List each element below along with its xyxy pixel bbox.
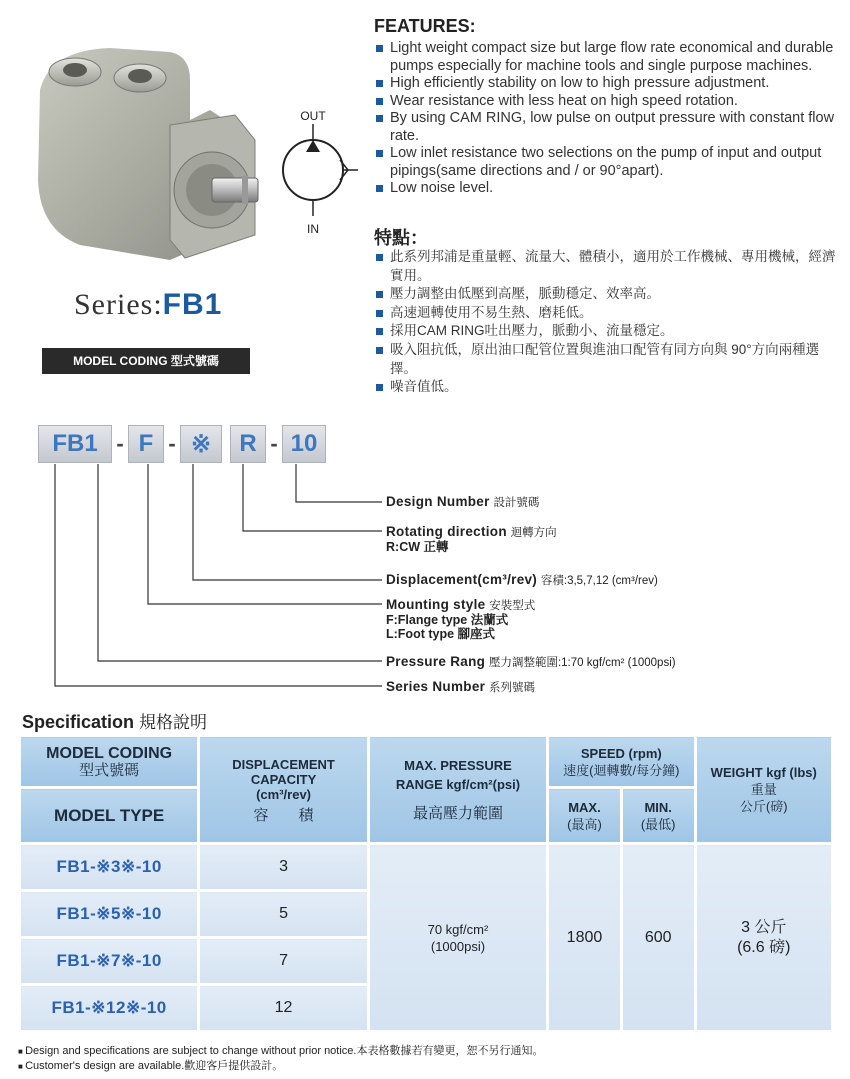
- model-type-cell: FB1-※3※-10: [20, 844, 199, 891]
- code-mount-box: F: [128, 425, 164, 463]
- code-design-box: 10: [282, 425, 326, 463]
- feature-zh-item: 此系列邦浦是重量輕、流量大、體積小，適用於工作機械、專用機械，經濟實用。: [374, 248, 844, 285]
- feature-item: Low inlet resistance two selections on the pump of input and output pipings(same directions and / or 90°apart).: [374, 145, 844, 180]
- callout-mounting: Mounting style 安裝型式 F:Flange type 法蘭式 L:Foot type 腳座式: [386, 597, 536, 641]
- series-prefix: Series:: [74, 288, 163, 321]
- header-speed-max: MAX. (最高): [548, 788, 622, 844]
- header-model-type: MODEL TYPE: [20, 788, 199, 844]
- callout-design: Design Number 設計號碼: [386, 494, 540, 509]
- header-speed-min: MIN. (最低): [621, 788, 695, 844]
- spec-title: Specification 規格說明: [22, 712, 208, 732]
- callout-series: Series Number 系列號碼: [386, 679, 535, 694]
- model-type-cell: FB1-※12※-10: [20, 985, 199, 1032]
- pressure-cell: 70 kgf/cm² (1000psi): [368, 844, 547, 1032]
- model-type-cell: FB1-※7※-10: [20, 938, 199, 985]
- note-item: ■ Customer's design are available.歡迎客戶提供設計。: [18, 1059, 543, 1074]
- feature-item: Wear resistance with less heat on high speed rotation.: [374, 93, 844, 111]
- model-type-cell: FB1-※5※-10: [20, 891, 199, 938]
- speed-max-cell: 1800: [548, 844, 622, 1032]
- spec-table: [18, 734, 834, 1033]
- displacement-cell: 12: [199, 985, 369, 1032]
- code-dash: -: [116, 431, 124, 456]
- weight-cell: 3 公斤 (6.6 磅): [695, 844, 832, 1032]
- callout-pressure: Pressure Rang 壓力調整範圍:1:70 kgf/cm² (1000psi): [386, 654, 676, 669]
- header-pressure: MAX. PRESSURE RANGE kgf/cm²(psi) 最高壓力範圍: [368, 736, 547, 844]
- model-coding-bar: MODEL CODING 型式號碼: [42, 348, 250, 374]
- symbol-in-label: IN: [307, 222, 319, 236]
- callout-displacement: Displacement(cm³/rev) 容積:3,5,7,12 (cm³/rev): [386, 572, 658, 587]
- feature-zh-item: 採用CAM RING吐出壓力，脈動小、流量穩定。: [374, 322, 844, 341]
- feature-item: Light weight compact size but large flow rate economical and durable pumps especially for machine tools and single purpose machines.: [374, 40, 844, 75]
- feature-zh-item: 高速迴轉使用不易生熱、磨耗低。: [374, 304, 844, 323]
- header-weight: WEIGHT kgf (lbs) 重量 公斤(磅): [695, 736, 832, 844]
- code-disp-box: ※: [180, 425, 222, 463]
- code-series-box: FB1: [38, 425, 112, 463]
- features-title: FEATURES:: [374, 16, 476, 36]
- header-speed: SPEED (rpm) 速度(迴轉數/每分鐘): [548, 736, 695, 788]
- callout-rotation: Rotating direction 迴轉方向 R:CW 正轉: [386, 524, 557, 554]
- code-rot-box: R: [230, 425, 266, 463]
- feature-item: High efficiently stability on low to high pressure adjustment.: [374, 75, 844, 93]
- displacement-cell: 5: [199, 891, 369, 938]
- speed-min-cell: 600: [621, 844, 695, 1032]
- header-model-coding: MODEL CODING 型式號碼: [20, 736, 199, 788]
- symbol-out-label: OUT: [300, 109, 326, 123]
- code-dash: -: [270, 431, 278, 456]
- features-zh-title: 特點：: [374, 228, 428, 248]
- displacement-cell: 3: [199, 844, 369, 891]
- displacement-cell: 7: [199, 938, 369, 985]
- footnotes: [18, 1044, 543, 1074]
- feature-item: By using CAM RING, low pulse on output pressure with constant flow rate.: [374, 110, 844, 145]
- feature-item: Low noise level.: [374, 180, 844, 198]
- header-displacement: DISPLACEMENT CAPACITY (cm³/rev) 容 積: [199, 736, 369, 844]
- code-dash: -: [168, 431, 176, 456]
- feature-zh-item: 壓力調整由低壓到高壓，脈動穩定、效率高。: [374, 285, 844, 304]
- series-name: FB1: [162, 288, 223, 321]
- feature-zh-item: 噪音值低。: [374, 378, 844, 397]
- feature-zh-item: 吸入阻抗低，原出油口配管位置與進油口配管有同方向與 90°方向兩種選擇。: [374, 341, 844, 378]
- note-item: ■ Design and specifications are subject to change without prior notice.本表格數據若有變更，恕不另行通知。: [18, 1044, 543, 1059]
